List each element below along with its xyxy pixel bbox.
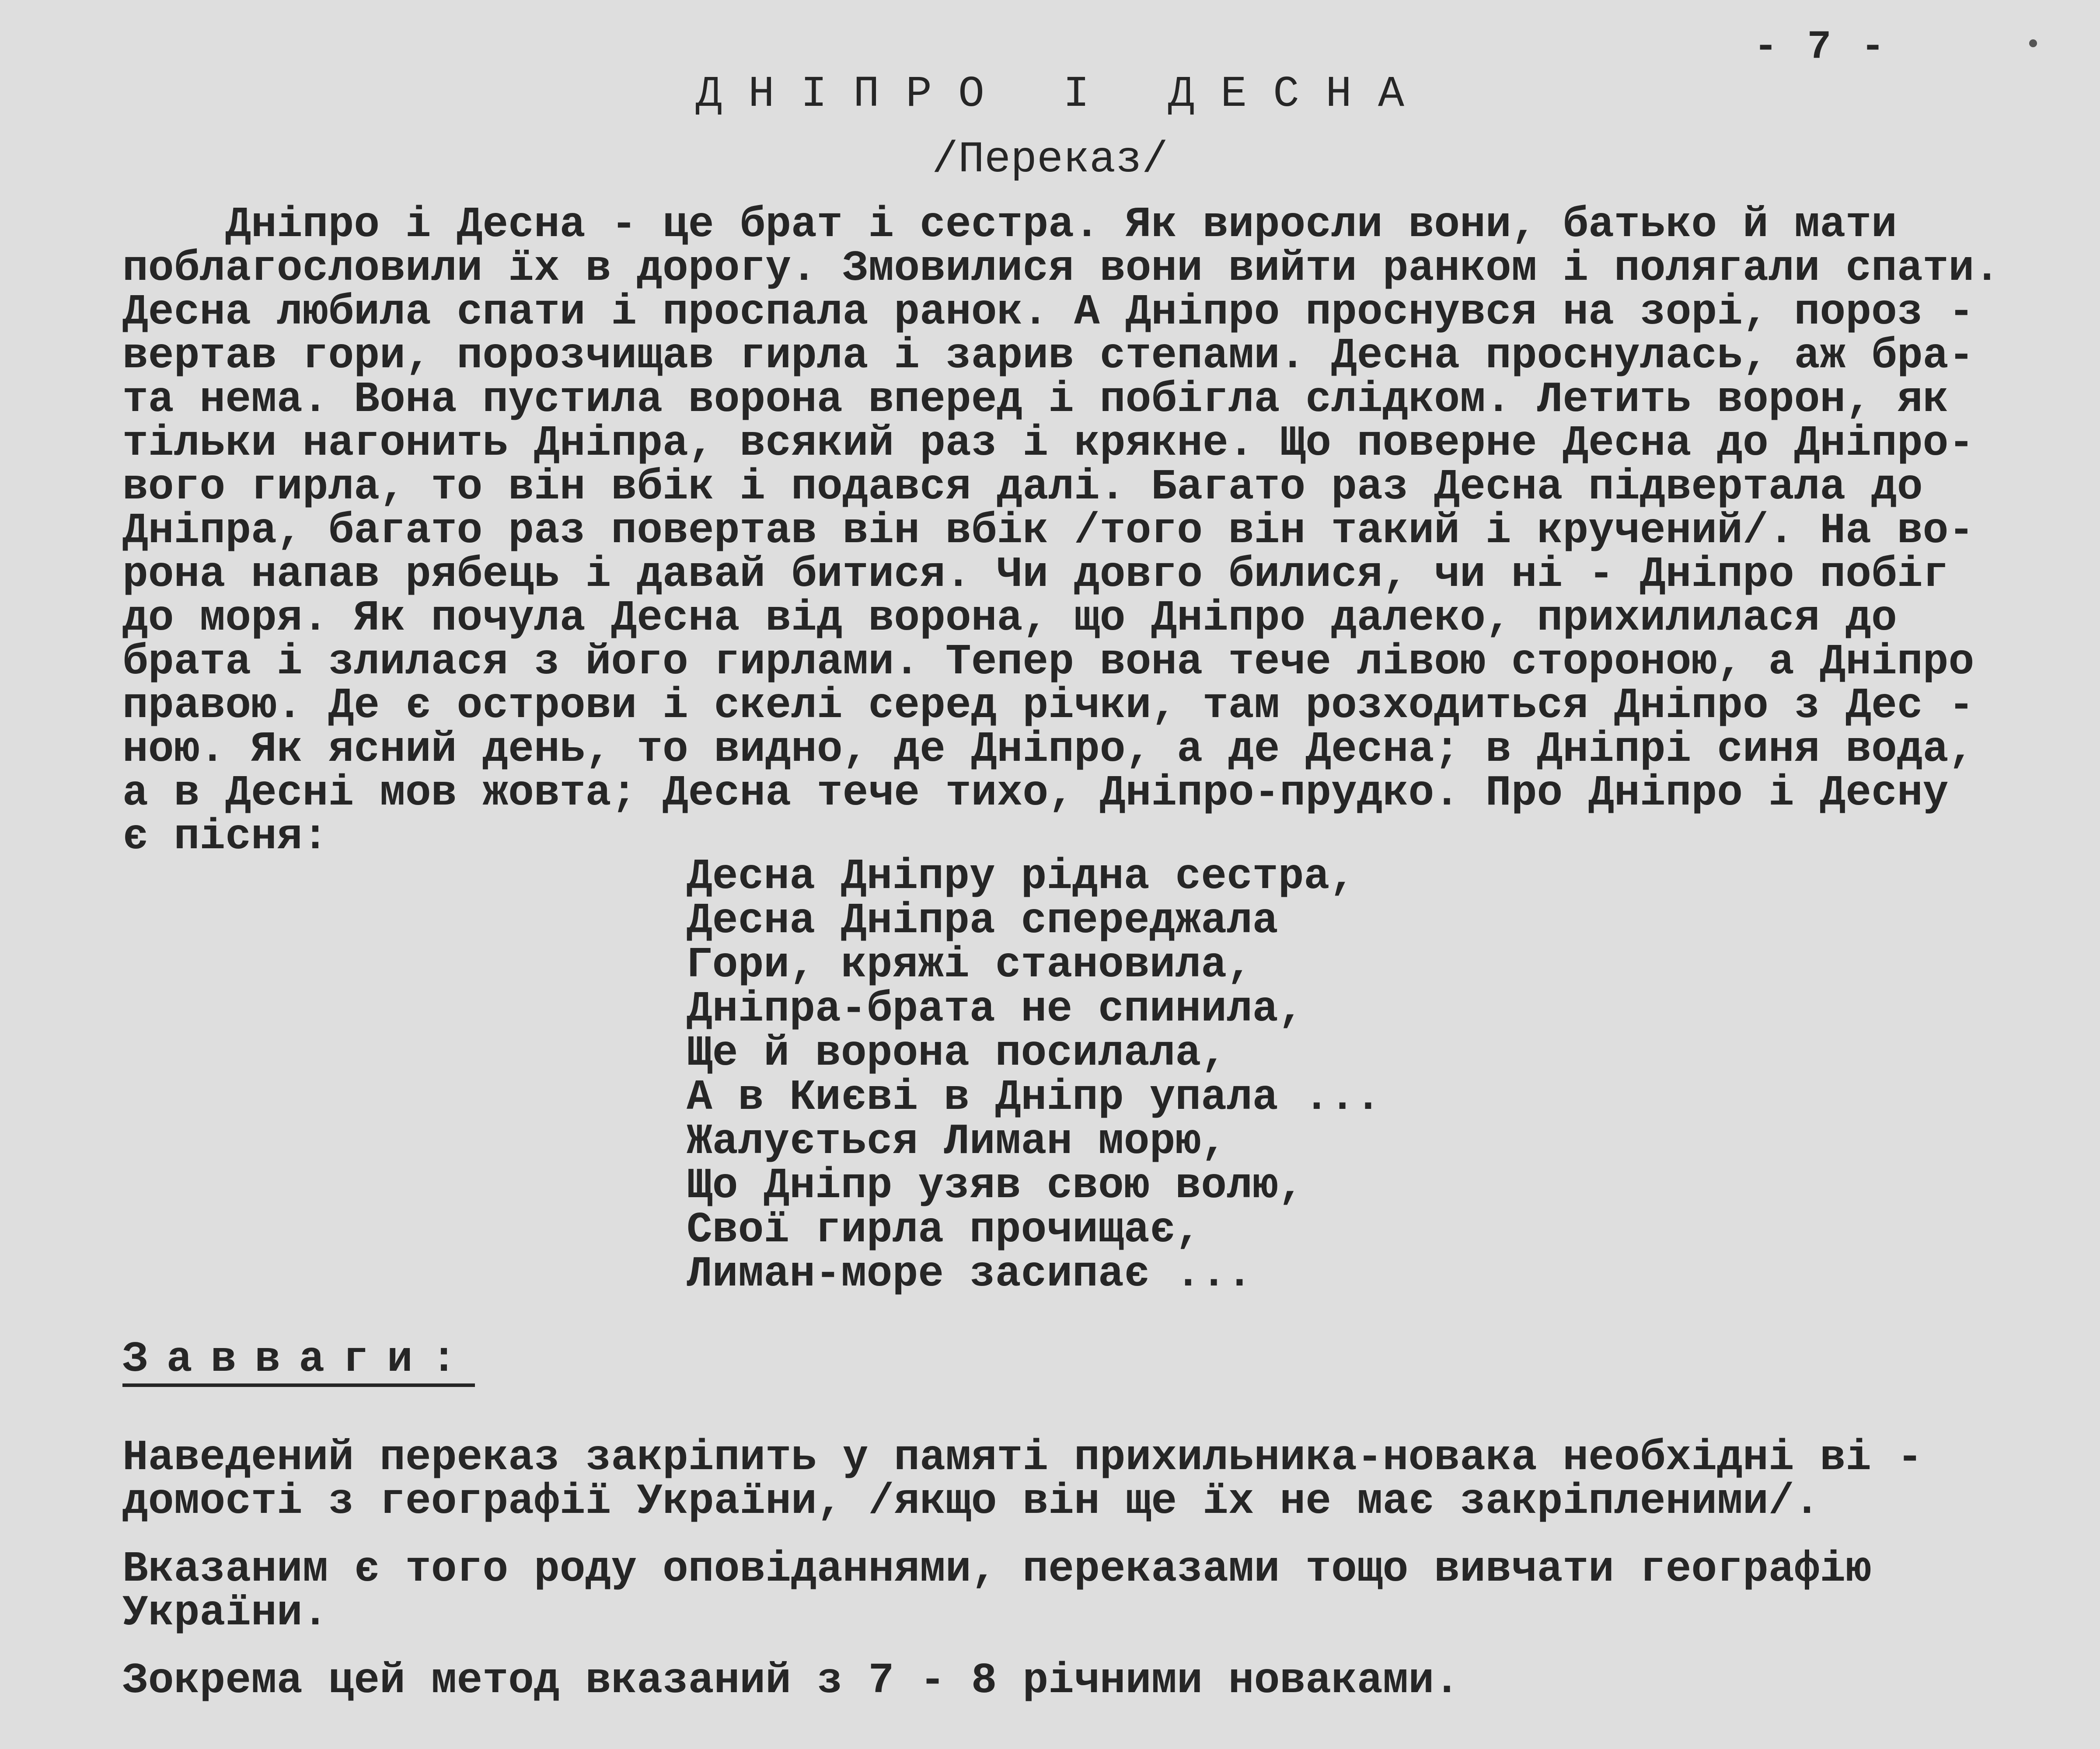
note-paragraph: Наведений переказ закріпить у памяті прихильника-новака необхідні ві - домості з географії України, /якщо він ще їх не має закріпленими/. xyxy=(122,1434,1923,1526)
body-paragraph: Дніпро і Десна - це брат і сестра. Як виросли вони, батько й мати поблагословили їх в дорогу. Змовилися вони вийти ранком і полягали спати. Десна любила спати і проспала ранок. А Дніпро проснувся на зорі, пороз - вертав гори, порозчищав гирла і зарив степами. Десна проснулась, аж бра- та нема. Вона пустила ворона вперед і побігла слідком. Летить ворон, як тільки нагонить Дніпра, всякий раз і крякне. Що поверне Десна до Дніпро- вого гирла, то він вбік і подався далі. Багато раз Десна підвертала до Дніпра, багато раз повертав він вбік /того він такий і кручений/. На во- рона напав рябець і давай битися. Чи довго билися, чи ні - Дніпро побіг до моря. Як почула Десна від ворона, що Дніпро далеко, прихилилася до брата і злилася з його гирлами. Тепер вона тече лівою стороною, а Дніпро правою. Де є острови і скелі серед річки, там розходиться Дніпро з Дес - ною. Як ясний день, то видно, де Дніпро, а де Десна; в Дніпрі синя вода, а в Десні мов жовта; Десна тече тихо, Дніпро-прудко. Про Дніпро і Десну є пісня: xyxy=(122,201,2000,861)
page-number: - 7 - xyxy=(1754,24,1888,70)
note-paragraph: Вказаним є того роду оповіданнями, переказами тощо вивчати географію України. xyxy=(122,1545,1872,1638)
ink-dot-mark xyxy=(2029,39,2037,47)
document-title: ДНІПРО І ДЕСНА xyxy=(695,70,1431,119)
document-subtitle: /Переказ/ xyxy=(931,136,1169,185)
note-heading: Завваги: xyxy=(122,1338,475,1387)
note-paragraph: Зокрема цей метод вказаний з 7 - 8 річними новаками. xyxy=(122,1657,1460,1705)
poem-verse: Десна Дніпру рідна сестра, Десна Дніпра спереджала Гори, кряжі становила, Дніпра-брата не спинила, Ще й ворона посилала, А в Києві в Дніпр упала ... Жалується Лиман морю, Що Дніпр узяв свою волю, Свої гирла прочищає, Лиман-море засипає ... xyxy=(687,853,1381,1299)
